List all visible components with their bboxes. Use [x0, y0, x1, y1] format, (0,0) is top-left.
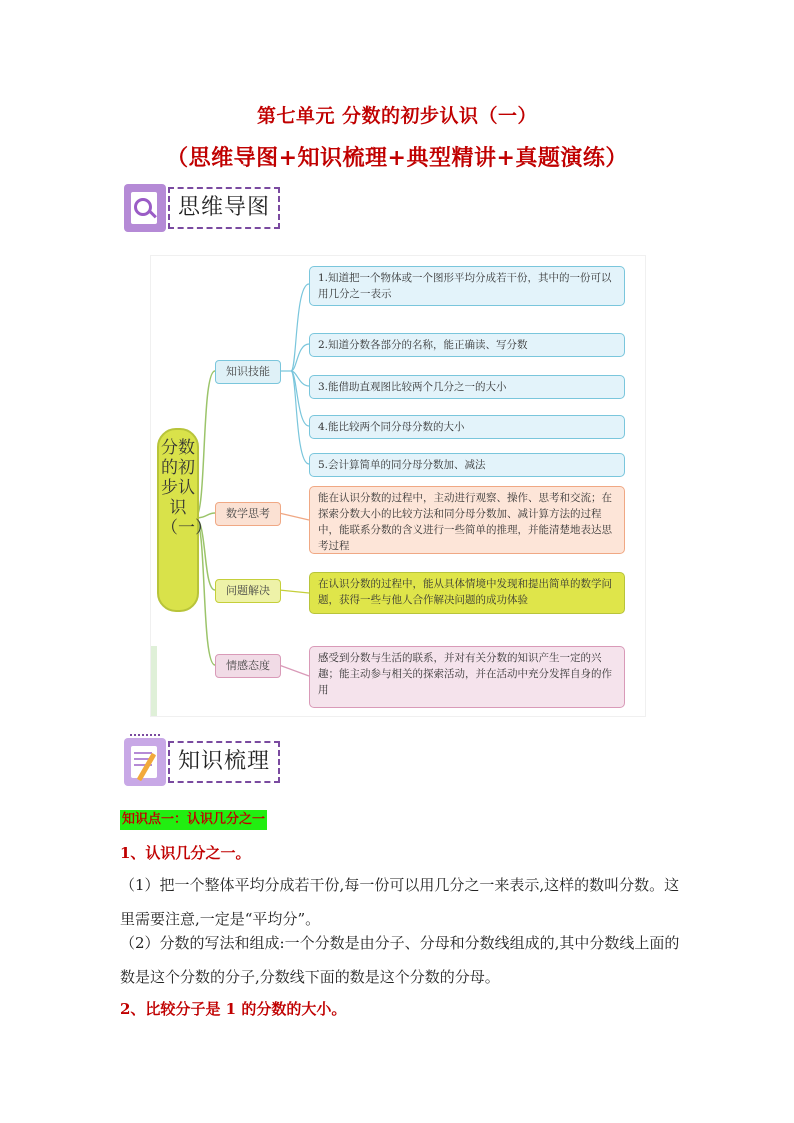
- mind-map: [150, 255, 646, 717]
- decorative-strip: [151, 646, 157, 716]
- item-heading-1: 1、认识几分之一。: [120, 844, 251, 862]
- thinking-text: 能在认识分数的过程中，主动进行观察、操作、思考和交流；在探索分数大小的比较方法和同分母分数加、减计算方法的过程中，能联系分数的含义进行一些简单的推理，并能清楚地表达思考过程: [309, 486, 625, 554]
- knowledge-section-label: 知识梳理: [168, 741, 280, 783]
- item-heading-2: 2、比较分子是 1 的分数的大小。: [120, 1000, 347, 1018]
- mindmap-center-text: 分数的初步认识（一）: [161, 438, 212, 538]
- skill-item-1: 1.知道把一个物体或一个图形平均分成若干份，其中的一份可以用几分之一表示: [309, 266, 625, 306]
- skill-item-4: 4.能比较两个同分母分数的大小: [309, 415, 625, 439]
- page-title: 第七单元 分数的初步认识（一）: [256, 105, 538, 127]
- paragraph-2: （2）分数的写法和组成:一个分数是由分子、分母和分数线组成的,其中分数线上面的数是这个分数的分子,分数线下面的数是这个分数的分母。: [120, 934, 680, 986]
- branch-thinking: 数学思考: [215, 502, 281, 526]
- branch-skills: 知识技能: [215, 360, 281, 384]
- notebook-pencil-icon: [124, 738, 166, 786]
- page-subtitle: （思维导图+知识梳理+典型精讲+真题演练）: [166, 145, 628, 171]
- magnifier-document-icon: [124, 184, 166, 232]
- skill-item-5: 5.会计算简单的同分母分数加、减法: [309, 453, 625, 477]
- mindmap-section-label: 思维导图: [168, 187, 280, 229]
- skill-item-3: 3.能借助直观图比较两个几分之一的大小: [309, 375, 625, 399]
- skill-item-2: 2.知道分数各部分的名称，能正确读、写分数: [309, 333, 625, 357]
- paragraph-1: （1）把一个整体平均分成若干份,每一份可以用几分之一来表示,这样的数叫分数。这里需要注意,一定是“平均分”。: [120, 876, 680, 928]
- mindmap-center-node: [157, 428, 212, 612]
- emotion-text: 感受到分数与生活的联系，并对有关分数的知识产生一定的兴趣；能主动参与相关的探索活动，并在活动中充分发挥自身的作用: [309, 646, 625, 708]
- solving-text: 在认识分数的过程中，能从具体情境中发现和提出简单的数学问题，获得一些与他人合作解决问题的成功体验: [309, 572, 625, 614]
- mindmap-section-header: [124, 184, 284, 234]
- knowledge-point-title: 知识点一：认识几分之一: [120, 810, 267, 830]
- branch-solving: 问题解决: [215, 579, 281, 603]
- branch-emotion: 情感态度: [215, 654, 281, 678]
- knowledge-section-header: [124, 738, 284, 788]
